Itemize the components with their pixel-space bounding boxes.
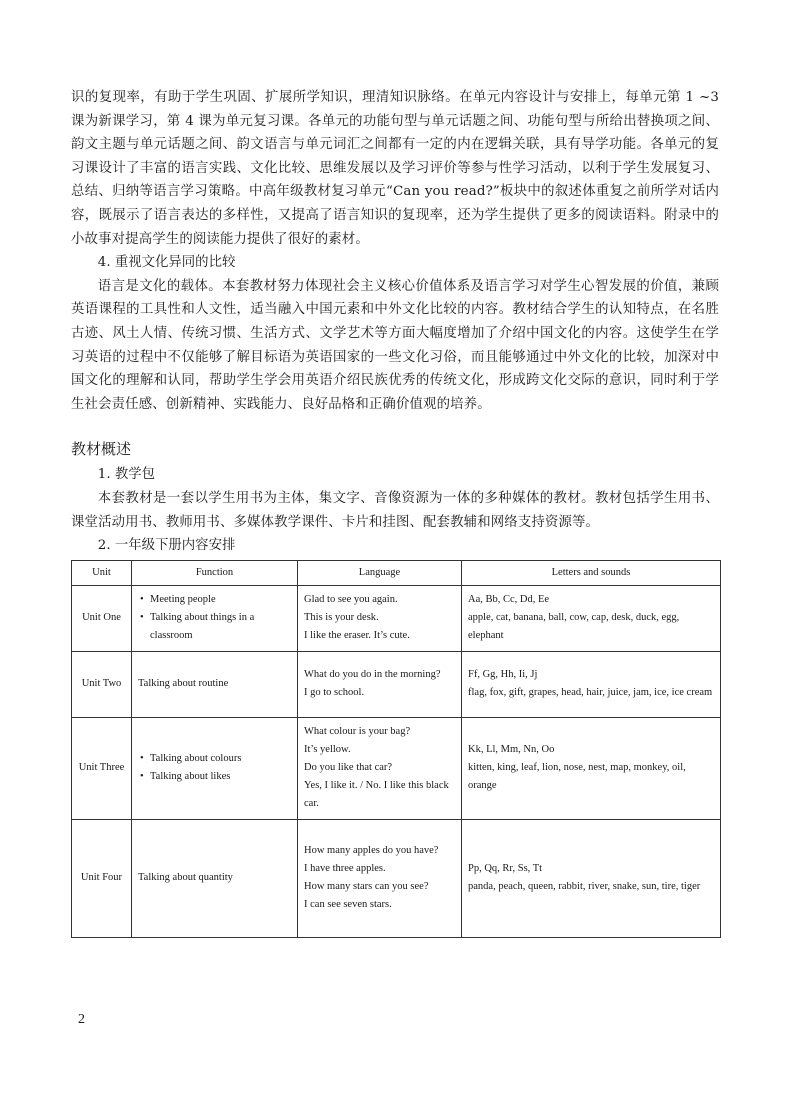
letters-line: Aa, Bb, Cc, Dd, Ee — [468, 594, 550, 606]
header-letters: Letters and sounds — [462, 560, 721, 585]
unit-cell: Unit Two — [72, 651, 132, 717]
words-line: flag, fox, gift, grapes, head, hair, juice, jam, ice, ice cream — [468, 687, 713, 699]
function-cell: Talking about quantity — [132, 819, 298, 937]
subheading-culture: 4. 重视文化异同的比较 — [97, 255, 236, 271]
function-item: • Talking about colours — [138, 750, 291, 768]
language-line: Yes, I like it. / No. I like this black car. — [304, 780, 449, 810]
language-line: What do you do in the morning? — [304, 669, 441, 681]
header-unit: Unit — [72, 560, 132, 585]
paragraph-culture: 语言是文化的载体。本套教材努力体现社会主义核心价值体系及语言学习对学生心智发展的价值，兼顾英语课程的工具性和人文性，适当融入中国元素和中外文化比较的内容。教材结合学生的认知特点，在名胜古迹、风土人情、传统习惯、生活方式、文学艺术等方面大幅度增加了介绍中国文化的内容。这使学生在学习英语的过程中不仅能够了解目标语为英语国家的一些文化习俗，而且能够通过中外文化的比较，加深对中国文化的理解和认同，帮助学生学会用英语介绍民族优秀的传统文化，形成跨文化交际的意识，同时利于学生社会责任感、创新精神、实践能力、良好品格和正确价值观的培养。 — [71, 278, 719, 412]
subheading-arrangement: 2. 一年级下册内容安排 — [97, 538, 236, 554]
section-title: 教材概述 — [71, 440, 132, 459]
paragraph-review: 识的复现率，有助于学生巩固、扩展所学知识，理清知识脉络。在单元内容设计与安排上，每单元第 1 ~3 课为新课学习，第 4 课为单元复习课。各单元的功能句型与单元话题之间、功能句型与所给出替换项之间、韵文主题与单元话题之间、韵文语言与单元词汇之间都有一定的内在逻辑关联，具有导学功能。各单元的复习课设计了丰富的语言实践、文化比较、思维发展以及学习评价等参与性学习活动，以利于学生发展复习、总结、归纳等语言学习策略。中高年级教材复习单元“Can you read?”板块中的叙述体重复之前所学对话内容，既展示了语言表达的多样性，又提高了语言知识的复现率，还为学生提供了更多的阅读语料。附录中的小故事对提高学生的阅读能力提供了很好的素材。 — [71, 90, 719, 247]
function-item: • Meeting people — [138, 591, 291, 609]
words-line: kitten, king, leaf, lion, nose, nest, map, monkey, oil, orange — [468, 762, 686, 792]
unit-cell: Unit Three — [72, 717, 132, 819]
letters-cell — [462, 651, 721, 717]
language-line: I have three apples. — [304, 863, 386, 875]
function-cell — [132, 585, 298, 651]
table-row — [72, 717, 721, 819]
language-line: I can see seven stars. — [304, 899, 392, 911]
header-function: Function — [132, 560, 298, 585]
content-table — [71, 560, 721, 938]
table-header-row — [72, 560, 721, 585]
table-row — [72, 651, 721, 717]
language-line: This is your desk. — [304, 612, 379, 624]
words-line: apple, cat, banana, ball, cow, cap, desk, duck, egg, elephant — [468, 612, 680, 642]
page-content — [71, 86, 719, 938]
language-line: What colour is your bag? — [304, 726, 411, 738]
letters-cell — [462, 717, 721, 819]
subheading-package: 1. 教学包 — [97, 467, 156, 483]
table-row — [72, 819, 721, 937]
letters-line: Kk, Ll, Mm, Nn, Oo — [468, 744, 555, 756]
language-line: Do you like that car? — [304, 762, 393, 774]
letters-line: Ff, Gg, Hh, Ii, Jj — [468, 669, 538, 681]
unit-cell: Unit Four — [72, 819, 132, 937]
function-item: • Talking about things in a classroom — [138, 609, 291, 645]
table-row — [72, 585, 721, 651]
words-line: panda, peach, queen, rabbit, river, snake, sun, tire, tiger — [468, 881, 701, 893]
function-cell: Talking about routine — [132, 651, 298, 717]
language-line: I like the eraser. It’s cute. — [304, 630, 410, 642]
letters-line: Pp, Qq, Rr, Ss, Tt — [468, 863, 543, 875]
language-cell — [298, 717, 462, 819]
function-cell — [132, 717, 298, 819]
paragraph-package: 本套教材是一套以学生用书为主体，集文字、音像资源为一体的多种媒体的教材。教材包括学生用书、课堂活动用书、教师用书、多媒体教学课件、卡片和挂图、配套教辅和网络支持资源等。 — [71, 490, 719, 530]
function-item: • Talking about likes — [138, 768, 291, 786]
language-line: How many apples do you have? — [304, 845, 439, 857]
unit-cell: Unit One — [72, 585, 132, 651]
language-cell — [298, 819, 462, 937]
language-line: I go to school. — [304, 687, 365, 699]
header-language: Language — [298, 560, 462, 585]
letters-cell — [462, 585, 721, 651]
letters-cell — [462, 819, 721, 937]
language-line: How many stars can you see? — [304, 881, 429, 893]
page-number: 2 — [78, 1012, 85, 1027]
language-cell — [298, 651, 462, 717]
language-line: It’s yellow. — [304, 744, 351, 756]
language-cell — [298, 585, 462, 651]
language-line: Glad to see you again. — [304, 594, 398, 606]
